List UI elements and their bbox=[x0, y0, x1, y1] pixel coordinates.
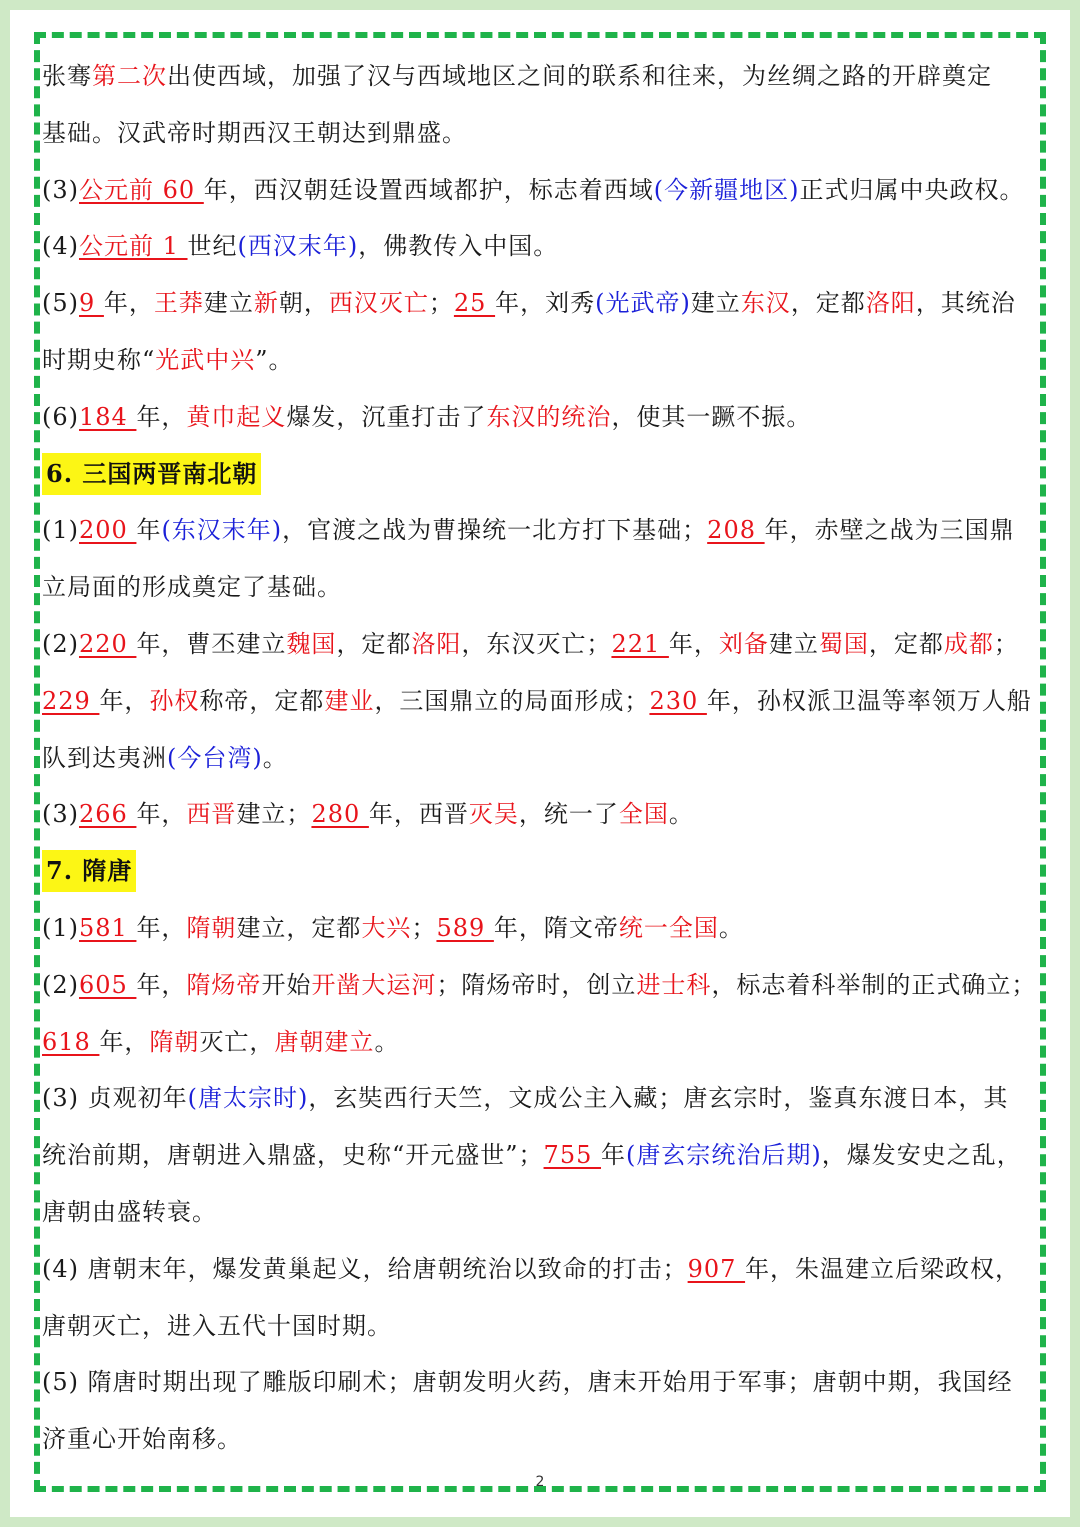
text-segment: 正式归属中央政权。 bbox=[799, 175, 1025, 204]
text-segment: 基础。汉武帝时期西汉王朝达到鼎盛。 bbox=[42, 118, 467, 147]
text-segment: ，定都 bbox=[336, 629, 412, 658]
text-line bbox=[42, 275, 1032, 332]
text-line bbox=[42, 1184, 1032, 1241]
highlight-red: 新 bbox=[253, 289, 279, 318]
highlight-red: 洛阳 bbox=[411, 629, 462, 658]
text-segment: 爆发，沉重打击了 bbox=[286, 402, 487, 431]
highlight-red: 开凿大运河 bbox=[311, 970, 437, 999]
section-heading bbox=[42, 843, 1032, 900]
highlight-red: 统一全国 bbox=[618, 913, 719, 942]
text-line bbox=[42, 616, 1032, 673]
text-segment: ； bbox=[428, 289, 454, 318]
text-segment: ，东汉灭亡； bbox=[461, 629, 612, 658]
text-segment: 年，赤壁之战为三国鼎 bbox=[764, 516, 1015, 545]
text-line bbox=[42, 1411, 1032, 1468]
text-segment: ，三国鼎立的局面形成； bbox=[374, 686, 650, 715]
text-segment: 年 bbox=[136, 516, 162, 545]
annotation-blue: (今新疆地区) bbox=[653, 175, 800, 204]
text-segment: ，定都 bbox=[790, 289, 866, 318]
text-segment: (1) bbox=[42, 516, 79, 545]
text-segment: 唐朝灭亡，进入五代十国时期。 bbox=[42, 1311, 392, 1340]
heading-text: 6. 三国两晋南北朝 bbox=[42, 453, 261, 495]
highlight-red: 589 bbox=[436, 913, 494, 942]
text-segment: (5) bbox=[42, 289, 79, 318]
text-segment: 年，朱温建立后梁政权， bbox=[745, 1254, 1021, 1283]
text-segment: ，定都 bbox=[868, 629, 944, 658]
text-line bbox=[42, 218, 1032, 275]
text-segment: (3) bbox=[42, 175, 79, 204]
text-segment: 年， bbox=[136, 913, 187, 942]
highlight-red: 光武中兴 bbox=[155, 345, 256, 374]
text-segment: 年， bbox=[99, 686, 150, 715]
text-segment: 年，西晋 bbox=[368, 800, 469, 829]
text-segment: ，统一了 bbox=[518, 800, 619, 829]
highlight-red: 25 bbox=[453, 289, 496, 318]
highlight-red: 221 bbox=[611, 629, 669, 658]
highlight-red: 大兴 bbox=[361, 913, 412, 942]
text-line bbox=[42, 105, 1032, 162]
annotation-blue: (东汉末年) bbox=[161, 516, 283, 545]
text-segment: 建立 bbox=[768, 629, 819, 658]
page-number: 2 bbox=[535, 1474, 545, 1490]
text-segment: (4) 唐朝末年，爆发黄巢起义，给唐朝统治以致命的打击； bbox=[42, 1254, 688, 1283]
text-segment: 出使西域，加强了汉与西域地区之间的联系和往来，为丝绸之路的开辟奠定 bbox=[167, 62, 992, 90]
highlight-red: 建业 bbox=[324, 686, 375, 715]
text-line bbox=[42, 1241, 1032, 1298]
text-segment: 唐朝由盛转衰。 bbox=[42, 1197, 217, 1226]
text-segment: 年，西汉朝廷设置西域都护，标志着西域 bbox=[203, 175, 654, 204]
highlight-red: 隋朝 bbox=[186, 913, 237, 942]
text-line bbox=[42, 502, 1032, 559]
text-segment: 年 bbox=[600, 1141, 626, 1170]
text-segment: ； bbox=[411, 913, 437, 942]
highlight-red: 进士科 bbox=[636, 970, 712, 999]
text-segment: 队到达夷洲 bbox=[42, 743, 167, 772]
text-segment: 。 bbox=[374, 1027, 400, 1056]
annotation-blue: (光武帝) bbox=[595, 289, 691, 318]
highlight-red: 隋炀帝 bbox=[186, 970, 262, 999]
highlight-red: 220 bbox=[79, 629, 137, 658]
text-segment: ，爆发安史之乱， bbox=[821, 1141, 1022, 1170]
text-segment: 灭亡， bbox=[199, 1027, 275, 1056]
text-segment: 统治前期，唐朝进入鼎盛，史称“开元盛世”； bbox=[42, 1141, 544, 1170]
highlight-red: 东汉的统治 bbox=[486, 402, 612, 431]
text-segment: ，玄奘西行天竺，文成公主入藏；唐玄宗时，鉴真东渡日本，其 bbox=[308, 1084, 1009, 1113]
text-segment: 建立，定都 bbox=[236, 913, 362, 942]
text-segment: 开始 bbox=[261, 970, 312, 999]
text-segment: (6) bbox=[42, 402, 79, 431]
highlight-red: 孙权 bbox=[149, 686, 200, 715]
text-segment: (4) bbox=[42, 232, 79, 261]
text-segment: ，使其一蹶不振。 bbox=[611, 402, 812, 431]
text-segment: 。 bbox=[262, 743, 288, 772]
text-segment: ； bbox=[993, 629, 1019, 658]
text-segment: (2) bbox=[42, 970, 79, 999]
text-segment: 年， bbox=[136, 800, 187, 829]
text-segment: ，官渡之战为曹操统一北方打下基础； bbox=[282, 516, 708, 545]
text-line bbox=[42, 730, 1032, 787]
highlight-red: 605 bbox=[79, 970, 137, 999]
section-heading bbox=[42, 446, 1032, 503]
text-segment: 年， bbox=[668, 629, 719, 658]
text-segment: 年， bbox=[99, 1027, 150, 1056]
highlight-red: 9 bbox=[79, 289, 104, 318]
text-line bbox=[42, 1298, 1032, 1355]
text-segment: 称帝，定都 bbox=[199, 686, 325, 715]
text-line bbox=[42, 559, 1032, 616]
text-segment: 。 bbox=[668, 800, 694, 829]
text-segment: ，标志着科举制的正式确立； bbox=[711, 970, 1037, 999]
heading-text: 7. 隋唐 bbox=[42, 850, 136, 892]
highlight-red: 西汉灭亡 bbox=[328, 289, 429, 318]
annotation-blue: (唐太宗时) bbox=[187, 1084, 309, 1113]
text-line bbox=[42, 1014, 1032, 1071]
text-segment: 张骞 bbox=[42, 62, 92, 90]
text-segment: 年， bbox=[103, 289, 154, 318]
highlight-red: 西晋 bbox=[186, 800, 237, 829]
highlight-red: 618 bbox=[42, 1027, 100, 1056]
highlight-red: 229 bbox=[42, 686, 100, 715]
text-segment: ，佛教传入中国。 bbox=[358, 232, 559, 261]
text-segment: 年，刘秀 bbox=[495, 289, 596, 318]
text-segment: 年，曹丕建立 bbox=[136, 629, 287, 658]
text-segment: (2) bbox=[42, 629, 79, 658]
text-line bbox=[42, 1354, 1032, 1411]
highlight-red: 灭吴 bbox=[468, 800, 519, 829]
annotation-blue: (唐玄宗统治后期) bbox=[625, 1141, 822, 1170]
text-line bbox=[42, 786, 1032, 843]
highlight-red: 第二次 bbox=[92, 62, 167, 90]
highlight-red: 200 bbox=[79, 516, 137, 545]
highlight-red: 907 bbox=[687, 1254, 746, 1283]
text-line bbox=[42, 1070, 1032, 1127]
text-segment: 年， bbox=[136, 402, 187, 431]
text-segment: 时期史称“ bbox=[42, 345, 156, 374]
highlight-red: 东汉 bbox=[740, 289, 791, 318]
highlight-red: 魏国 bbox=[286, 629, 337, 658]
highlight-red: 洛阳 bbox=[865, 289, 916, 318]
text-segment: 建立 bbox=[203, 289, 254, 318]
highlight-red: 全国 bbox=[618, 800, 669, 829]
text-segment: ，其统治 bbox=[915, 289, 1016, 318]
highlight-red: 蜀国 bbox=[818, 629, 869, 658]
text-segment: 朝， bbox=[278, 289, 329, 318]
highlight-red: 成都 bbox=[943, 629, 994, 658]
text-segment: 世纪 bbox=[187, 232, 238, 261]
highlight-red: 公元前 60 bbox=[79, 175, 204, 204]
highlight-red: 208 bbox=[707, 516, 765, 545]
text-line bbox=[42, 957, 1037, 1014]
highlight-red: 266 bbox=[79, 800, 137, 829]
text-segment: 。 bbox=[718, 913, 744, 942]
highlight-red: 581 bbox=[79, 913, 137, 942]
text-line bbox=[42, 1127, 1032, 1184]
highlight-red: 184 bbox=[79, 402, 137, 431]
text-segment: (3) 贞观初年 bbox=[42, 1084, 188, 1113]
highlight-red: 280 bbox=[311, 800, 369, 829]
highlight-red: 刘备 bbox=[718, 629, 769, 658]
text-segment: (1) bbox=[42, 913, 79, 942]
text-segment: 立局面的形成奠定了基础。 bbox=[42, 573, 342, 602]
highlight-red: 隋朝 bbox=[149, 1027, 200, 1056]
text-segment: (3) bbox=[42, 800, 79, 829]
document-body bbox=[42, 48, 1037, 1468]
text-line bbox=[42, 332, 1032, 389]
highlight-red: 公元前 1 bbox=[79, 232, 188, 261]
text-segment: 年，孙权派卫温等率领万人船 bbox=[706, 686, 1032, 715]
text-segment: 建立； bbox=[236, 800, 312, 829]
text-segment: 济重心开始南移。 bbox=[42, 1425, 242, 1454]
highlight-red: 王莽 bbox=[153, 289, 204, 318]
annotation-blue: (西汉末年) bbox=[237, 232, 359, 261]
annotation-blue: (今台湾) bbox=[167, 743, 263, 772]
highlight-red: 230 bbox=[649, 686, 707, 715]
text-segment: (5) 隋唐时期出现了雕版印刷术；唐朝发明火药，唐末开始用于军事；唐朝中期，我国经 bbox=[42, 1368, 1013, 1397]
text-line bbox=[42, 162, 1032, 219]
text-segment: 年，隋文帝 bbox=[493, 913, 619, 942]
text-line bbox=[42, 389, 1032, 446]
text-segment: ；隋炀帝时，创立 bbox=[436, 970, 637, 999]
highlight-red: 755 bbox=[543, 1141, 601, 1170]
text-segment: 建立 bbox=[690, 289, 741, 318]
text-line bbox=[42, 48, 1032, 105]
text-segment: ”。 bbox=[255, 345, 294, 374]
highlight-red: 唐朝建立 bbox=[274, 1027, 375, 1056]
text-line bbox=[42, 673, 1032, 730]
highlight-red: 黄巾起义 bbox=[186, 402, 287, 431]
text-segment: 年， bbox=[136, 970, 187, 999]
text-line bbox=[42, 900, 1032, 957]
